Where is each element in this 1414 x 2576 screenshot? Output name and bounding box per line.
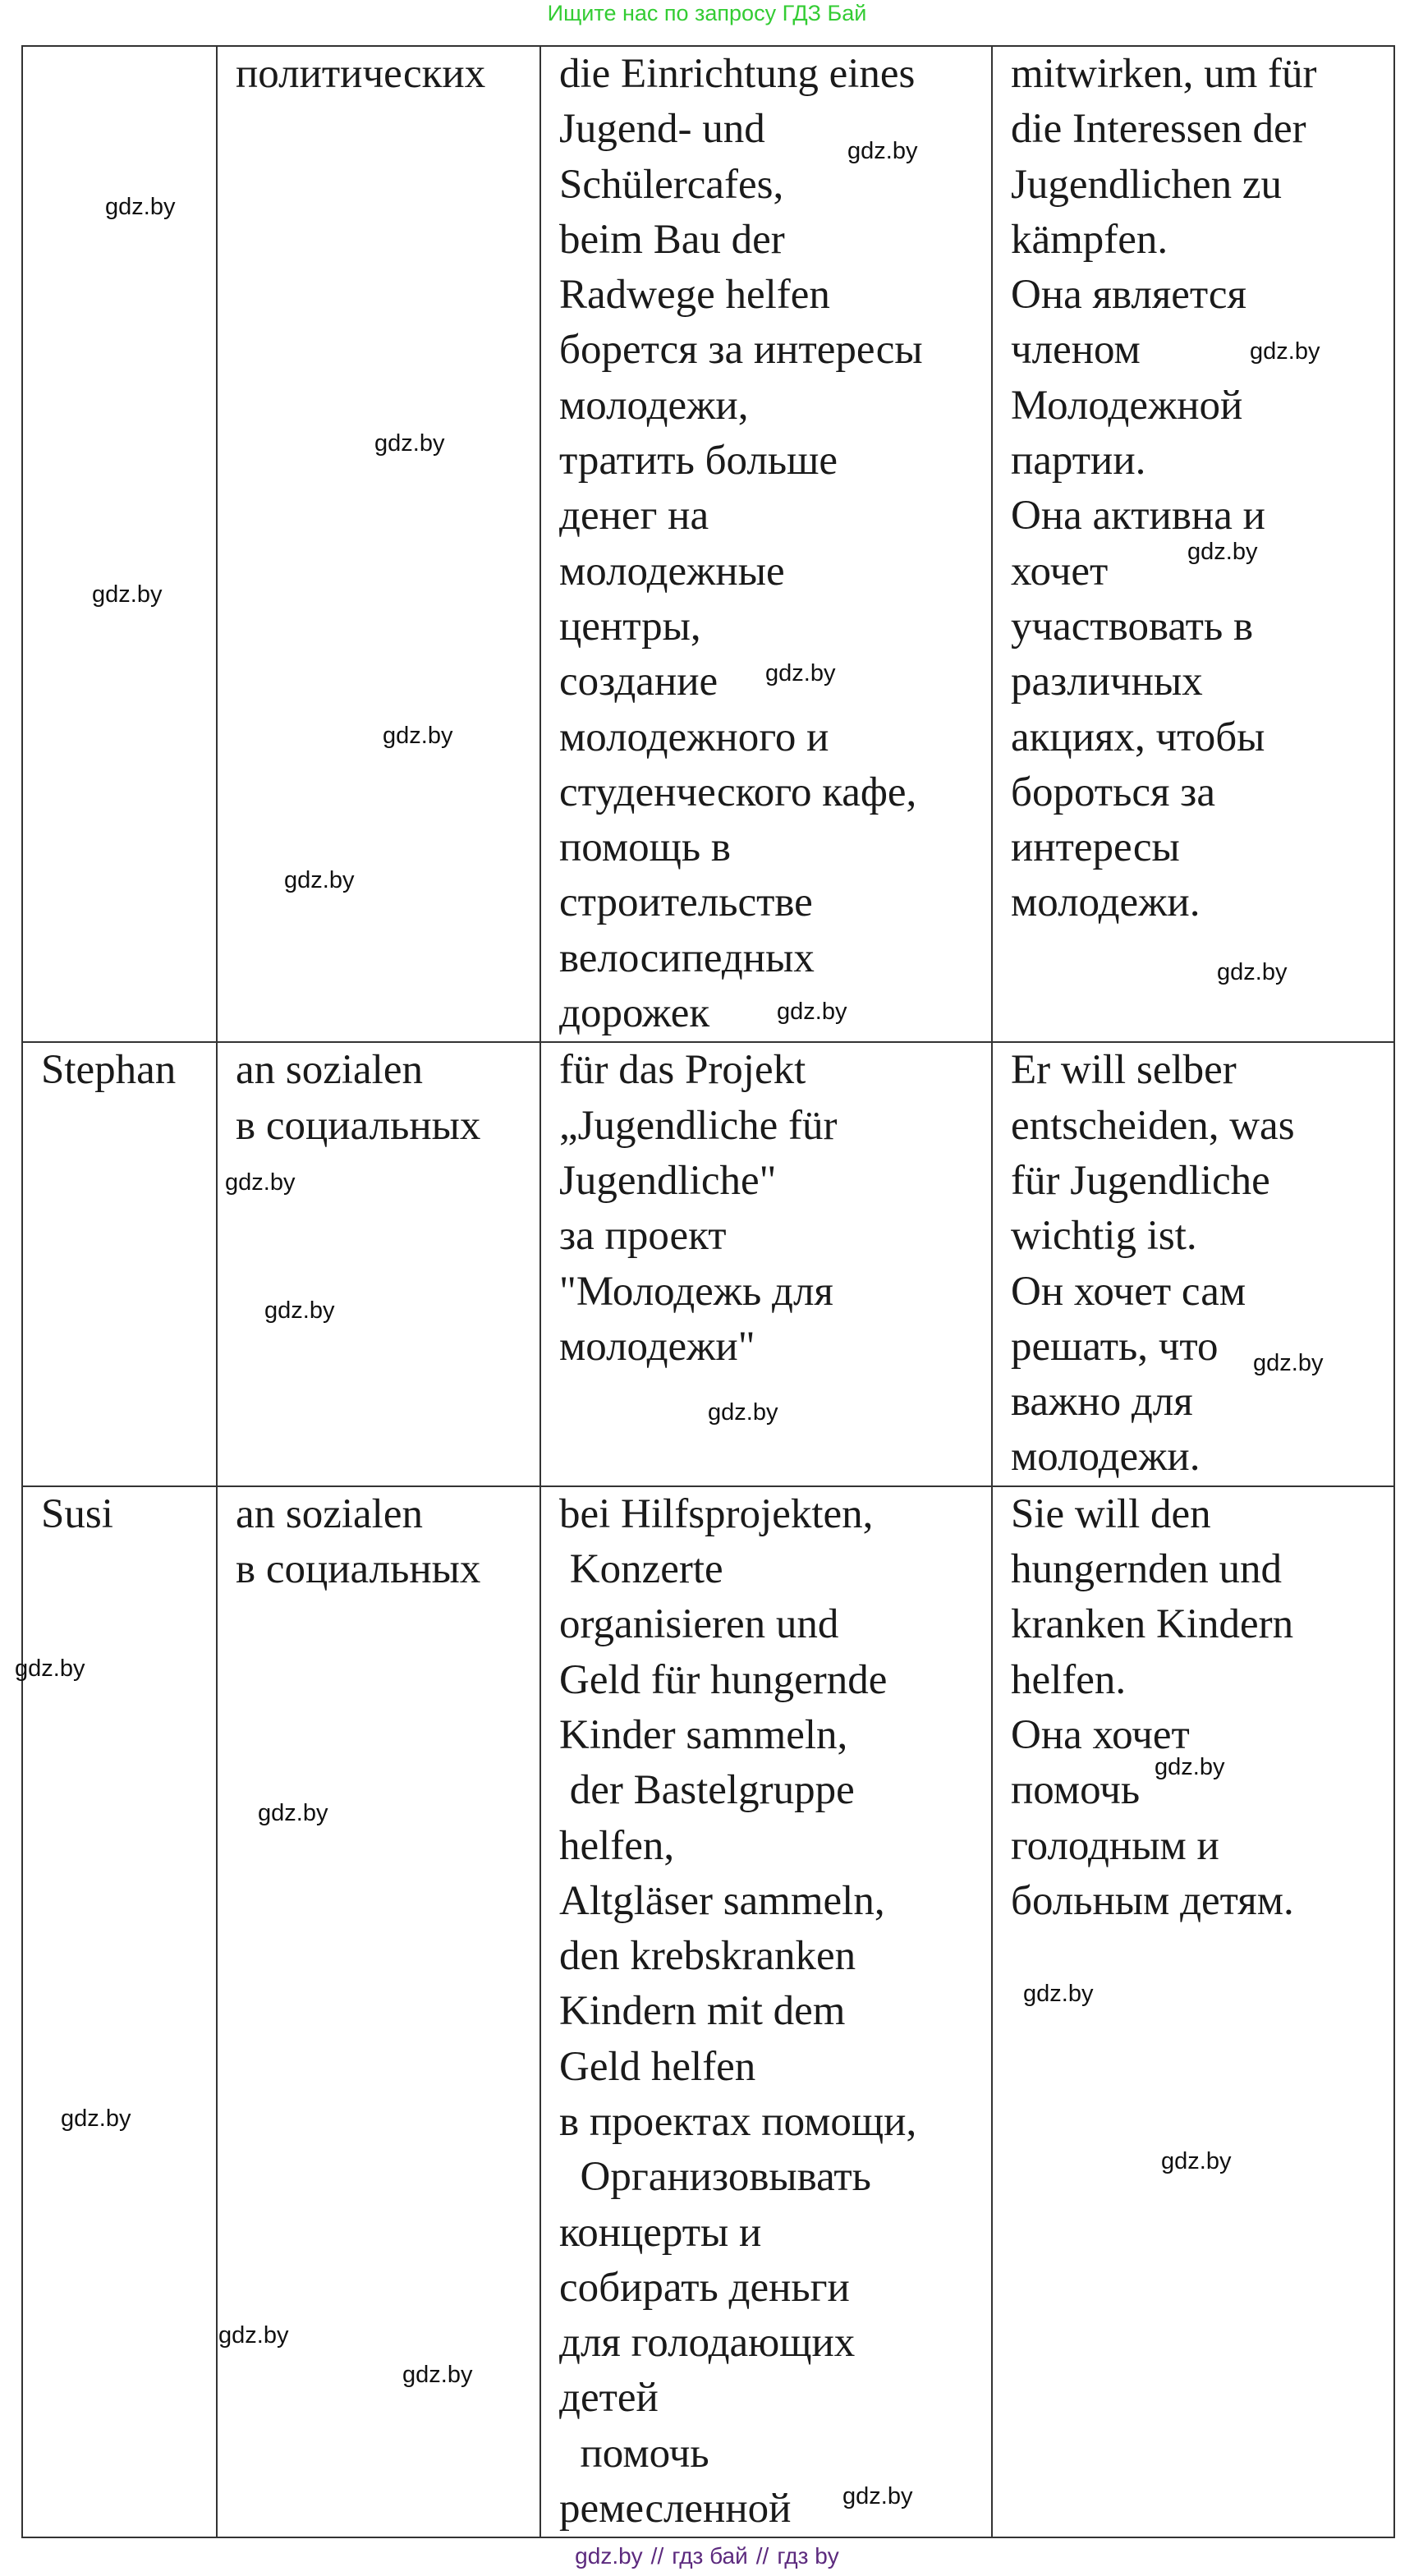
watermark: gdz.by (842, 2483, 913, 2509)
watermark: gdz.by (258, 1800, 328, 1826)
watermark: gdz.by (402, 2362, 473, 2388)
table-row (22, 1486, 1394, 2538)
footer-link-gdz-bai[interactable]: гдз бай (672, 2543, 748, 2569)
footer-separator: // (650, 2543, 664, 2569)
watermark: gdz.by (1161, 2148, 1232, 2174)
watermark: gdz.by (218, 2322, 289, 2349)
watermark: gdz.by (847, 138, 918, 164)
watermark: gdz.by (708, 1399, 778, 1426)
watermark: gdz.by (1253, 1350, 1324, 1376)
watermark: gdz.by (15, 1655, 85, 1682)
footer-link-gdz-by-cyr[interactable]: гдз by (777, 2543, 839, 2569)
watermark: gdz.by (1023, 1981, 1094, 2007)
watermark: gdz.by (765, 660, 836, 686)
watermark: gdz.by (105, 194, 176, 220)
watermark: gdz.by (1217, 959, 1288, 985)
bottom-links (0, 2542, 1414, 2570)
watermark: gdz.by (92, 581, 163, 608)
activity-cell: политических (217, 46, 540, 1042)
watermark: gdz.by (777, 999, 847, 1025)
watermark: gdz.by (1155, 1754, 1225, 1780)
top-banner: Ищите нас по запросу ГДЗ Бай (547, 1, 867, 25)
watermark: gdz.by (1187, 539, 1258, 565)
footer-link-gdz-by[interactable]: gdz.by (575, 2543, 643, 2569)
watermark: gdz.by (284, 867, 355, 893)
name-cell: Stephan (22, 1042, 217, 1485)
reason-cell: Er will selber entscheiden, was für Jugendliche wichtig ist. Он хочет сам решать, что важно для молодежи. (992, 1042, 1394, 1485)
footer-separator: // (755, 2543, 769, 2569)
watermark: gdz.by (225, 1169, 296, 1196)
activity-cell: an sozialen в социальных (217, 1042, 540, 1485)
project-cell: für das Projekt „Jugendliche für Jugendliche" за проект "Молодежь для молодежи" (540, 1042, 992, 1485)
watermark: gdz.by (1250, 338, 1320, 365)
watermark: gdz.by (374, 430, 445, 457)
project-cell: bei Hilfsprojekten, Konzerte organisieren und Geld für hungernde Kinder sammeln, der Bastelgruppe helfen, Altgläser sammeln, den krebskranken Kindern mit dem Geld helfen в проектах помощи, Организовывать концерты и собирать деньги для голодающих детей помочь ремесленной (540, 1486, 992, 2538)
name-cell: Susi (22, 1486, 217, 2538)
activity-cell: an sozialen в социальных (217, 1486, 540, 2538)
reason-cell: Sie will den hungernden und kranken Kindern helfen. Она хочет помочь голодным и больным детям. (992, 1486, 1394, 2538)
reason-cell: mitwirken, um für die Interessen der Jugendlichen zu kämpfen. Она является членом Молодежной партии. Она активна и хочет участвовать в различных акциях, чтобы бороться за интересы молодежи. (992, 46, 1394, 1042)
watermark: gdz.by (383, 723, 453, 749)
project-cell: die Einrichtung eines Jugend- und Schülercafes, beim Bau der Radwege helfen борется за интересы молодежи, тратить больше денег на молодежные центры, создание молодежного и студенческого кафе, помощь в строительстве велосипедных дорожек (540, 46, 992, 1042)
watermark: gdz.by (264, 1297, 335, 1324)
watermark: gdz.by (61, 2105, 131, 2132)
